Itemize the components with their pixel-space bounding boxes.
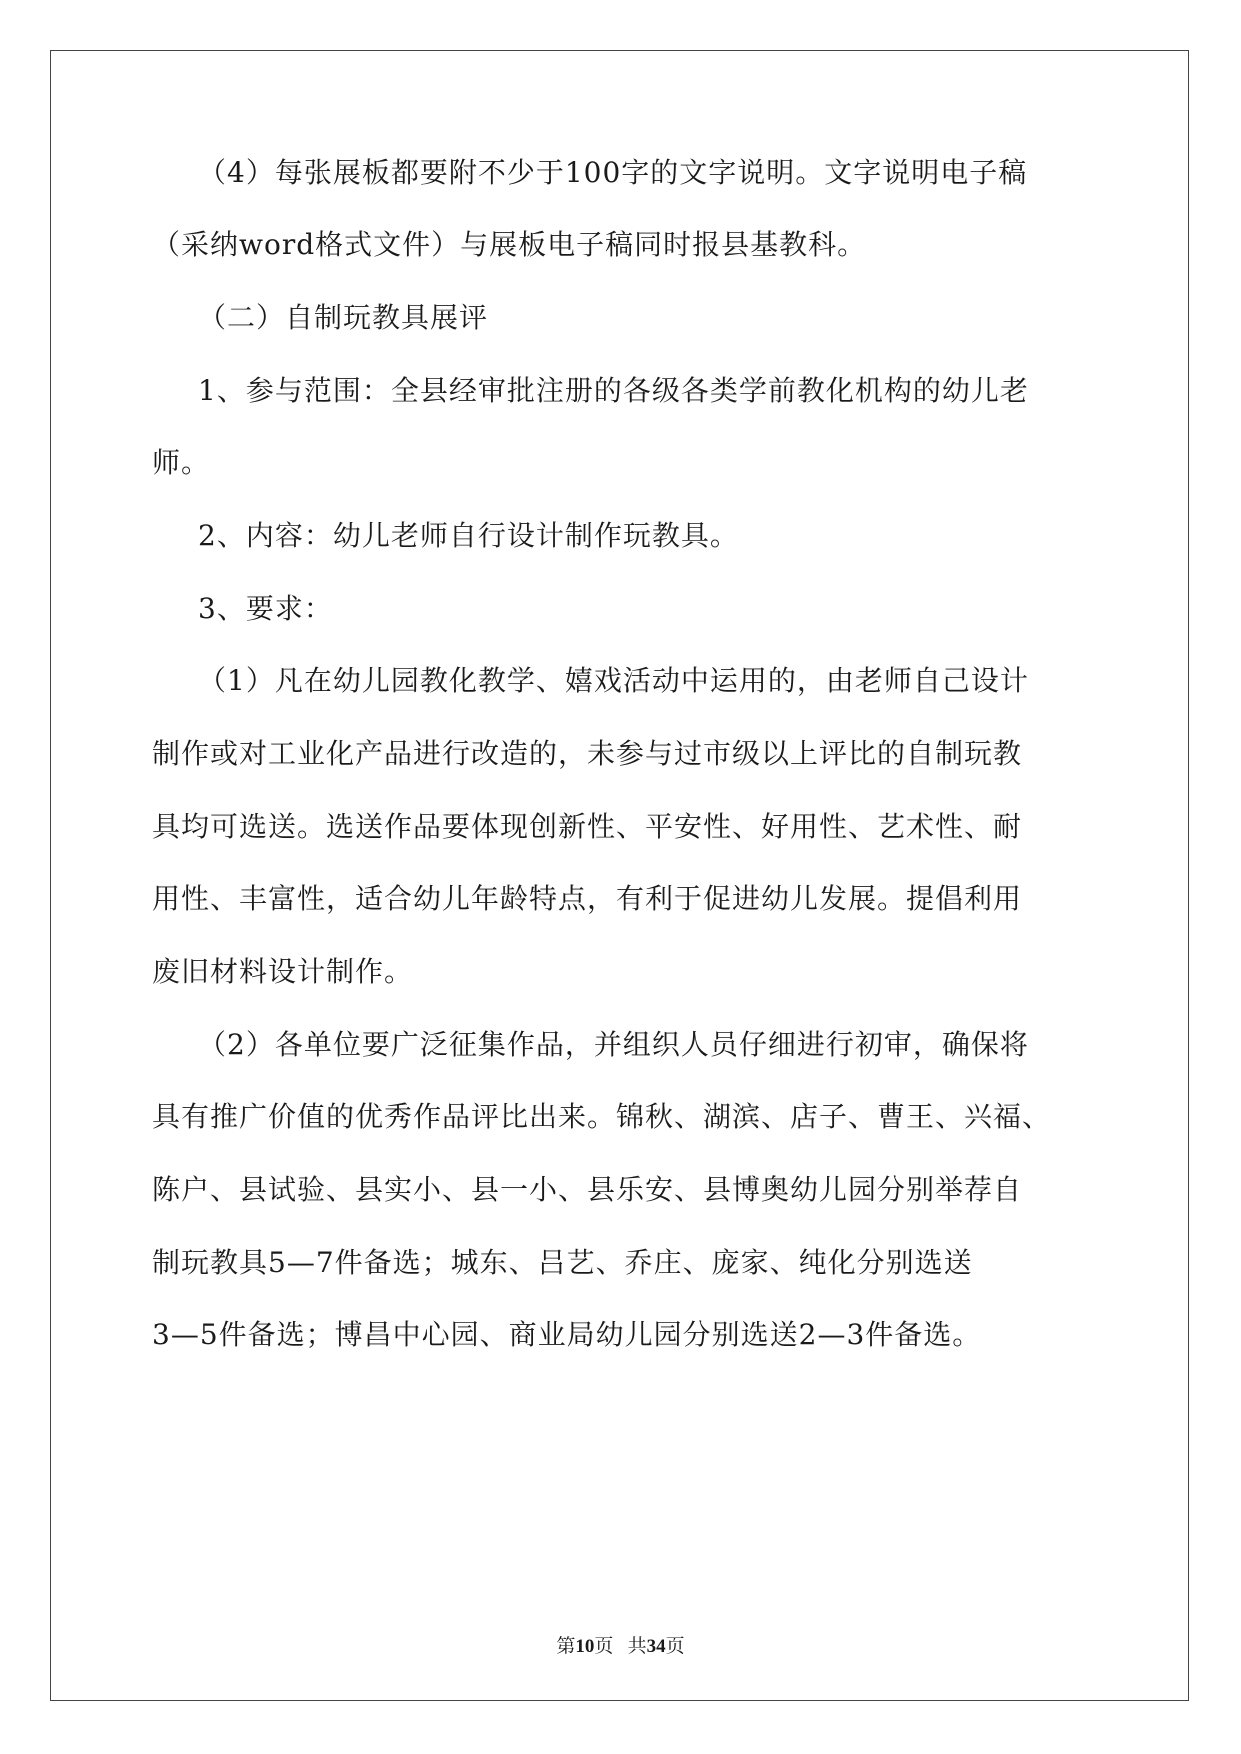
section-heading: （二）自制玩教具展评 <box>198 301 489 334</box>
footer-prefix: 第 <box>556 1636 576 1657</box>
current-page-number: 10 <box>575 1636 595 1657</box>
paragraph-line: （2）各单位要广泛征集作品，并组织人员仔细进行初审，确保将 <box>198 1028 1029 1061</box>
footer-total-unit: 页 <box>665 1636 685 1657</box>
paragraph-line: 1、参与范围：全县经审批注册的各级各类学前教化机构的幼儿老 <box>198 374 1029 407</box>
paragraph-line: （4）每张展板都要附不少于100字的文字说明。文字说明电子稿 <box>198 156 1028 189</box>
footer-total-prefix: 共 <box>627 1636 647 1657</box>
paragraph-line: （1）凡在幼儿园教化教学、嬉戏活动中运用的，由老师自己设计 <box>198 664 1029 697</box>
paragraph-line: 陈户、县试验、县实小、县一小、县乐安、县博奥幼儿园分别举荐自 <box>152 1173 1023 1206</box>
paragraph-line: 2、内容：幼儿老师自行设计制作玩教具。 <box>198 519 739 552</box>
paragraph-line: 具均可选送。选送作品要体现创新性、平安性、好用性、艺术性、耐 <box>152 810 1023 843</box>
paragraph-line: （采纳word格式文件）与展板电子稿同时报县基教科。 <box>152 228 867 261</box>
paragraph-line: 3、要求： <box>198 592 333 625</box>
paragraph-line: 制作或对工业化产品进行改造的，未参与过市级以上评比的自制玩教 <box>152 737 1023 770</box>
page-footer <box>0 1635 1241 1659</box>
footer-page-unit: 页 <box>594 1636 614 1657</box>
paragraph-line: 师。 <box>152 446 211 479</box>
total-pages-number: 34 <box>646 1636 666 1657</box>
paragraph-line: 制玩教具5—7件备选；城东、吕艺、乔庄、庞家、纯化分别选送 <box>152 1246 973 1279</box>
paragraph-line: 3—5件备选；博昌中心园、商业局幼儿园分别选送2—3件备选。 <box>152 1318 982 1351</box>
paragraph-line: 废旧材料设计制作。 <box>152 955 414 988</box>
paragraph-line: 具有推广价值的优秀作品评比出来。锦秋、湖滨、店子、曹王、兴福、 <box>152 1100 1052 1133</box>
paragraph-line: 用性、丰富性，适合幼儿年龄特点，有利于促进幼儿发展。提倡利用 <box>152 882 1023 915</box>
